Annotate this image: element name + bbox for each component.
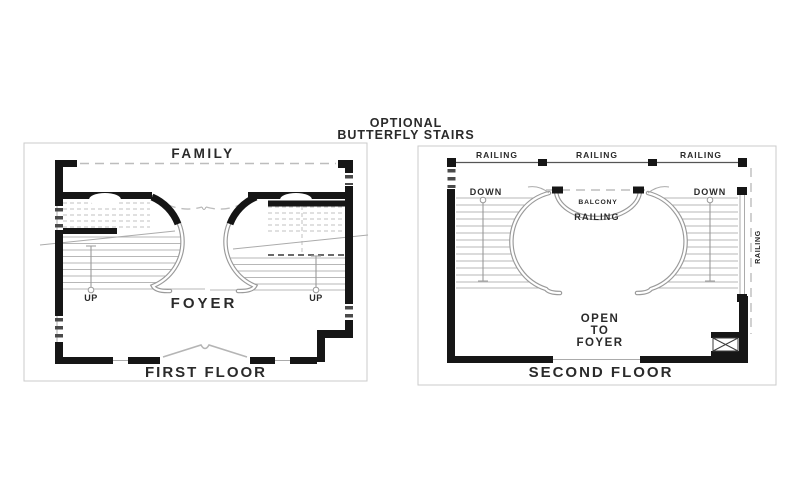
second-floor-plan (418, 146, 776, 385)
left-up-label: UP (84, 293, 98, 303)
right-up-label: UP (309, 293, 323, 303)
title-line2: BUTTERFLY STAIRS (337, 128, 475, 142)
right-up-arrow (311, 256, 321, 293)
first-floor-plan (24, 143, 368, 381)
balcony-railing-label: RAILING (574, 212, 620, 222)
railing-top-left-label: RAILING (476, 150, 518, 160)
left-down-label: DOWN (469, 187, 503, 197)
second-floor-title: SECOND FLOOR (528, 364, 674, 381)
entry-french-doors (163, 345, 247, 357)
right-side-railing-label: RAILING (753, 230, 762, 264)
title-line1: OPTIONAL (369, 116, 443, 130)
open-to-foyer-line3: FOYER (576, 337, 624, 349)
railing-top-center-label: RAILING (576, 150, 618, 160)
open-to-foyer-line2: TO (590, 325, 610, 337)
balcony-label: BALCONY (578, 199, 618, 206)
drawing-title (337, 116, 474, 142)
family-label: FAMILY (171, 146, 235, 161)
first-floor-title: FIRST FLOOR (145, 364, 267, 381)
railing-top-right-label: RAILING (680, 150, 722, 160)
right-down-label: DOWN (693, 187, 727, 197)
foyer-label: FOYER (170, 295, 238, 312)
open-to-foyer-line1: OPEN (580, 313, 620, 325)
